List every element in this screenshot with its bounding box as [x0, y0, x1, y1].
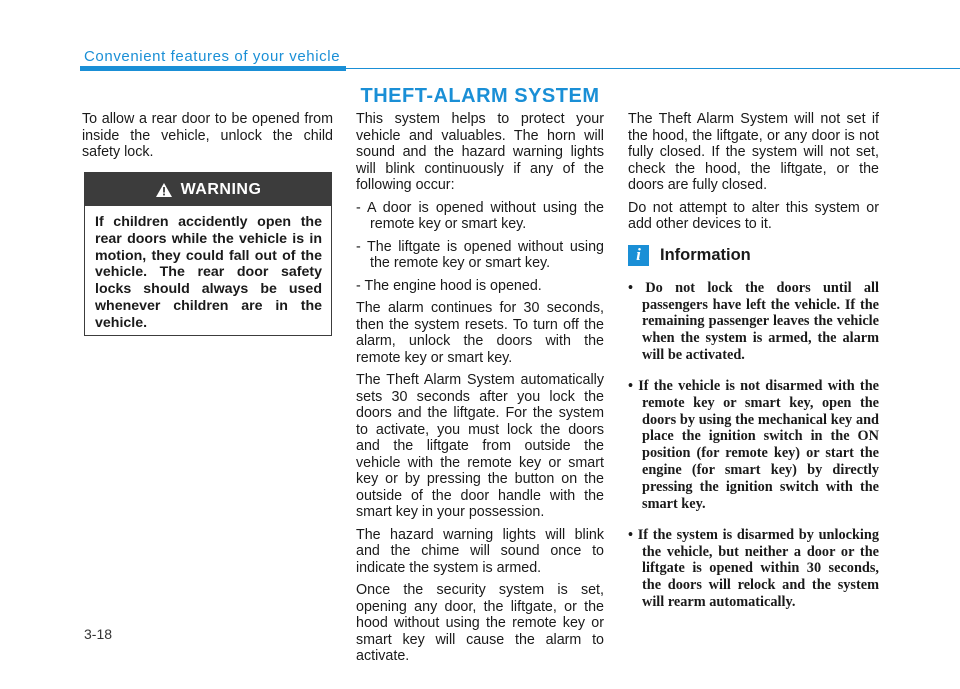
child-lock-paragraph: To allow a rear door to be opened from inside the vehicle, unlock the child safety lock. [82, 111, 333, 160]
not-set-paragraph: The Theft Alarm System will not set if the hood, the liftgate, or any door is not fully closed. If the system will not set, check the hood, the liftgate, or the doors are fully closed. [628, 111, 879, 193]
middle-column [356, 111, 604, 671]
system-intro: This system helps to protect your vehicle and valuables. The horn will sound and the hazard warning lights will blink continuously if any of the following occur: [356, 111, 604, 193]
alarm-duration-paragraph: The alarm continues for 30 seconds, then the system resets. To turn off the alarm, unlock the doors with the remote key or smart key. [356, 300, 604, 366]
warning-text: If children accidently open the rear doors while the vehicle is in motion, they could fall out of the vehicle. The rear door safety locks should always be used whenever children are in the vehicle. [95, 214, 322, 331]
info-icon: i [628, 245, 649, 266]
activation-paragraph: Once the security system is set, opening any door, the liftgate, or the hood without using the remote key or smart key will cause the alarm to activate. [356, 582, 604, 664]
armed-indication-paragraph: The hazard warning lights will blink and the chime will sound once to indicate the system is armed. [356, 526, 604, 576]
section-title: THEFT-ALARM SYSTEM [360, 85, 600, 107]
warning-label: WARNING [180, 180, 262, 198]
do-not-alter-paragraph: Do not attempt to alter this system or add other devices to it. [628, 199, 879, 232]
right-column [628, 111, 879, 615]
condition-item: - A door is opened without using the remote key or smart key. [356, 199, 604, 232]
information-item: • If the vehicle is not disarmed with the remote key or smart key, open the doors by using the mechanical key and place the ignition switch in the ON position (for remote key) or start the engine (for smart key) by directly pressing the ignition switch with the smart key. [628, 378, 879, 512]
warning-box [84, 172, 332, 336]
information-item: • Do not lock the doors until all passengers have left the vehicle. If the remaining passenger leaves the vehicle when the system is armed, the alarm will be activated. [628, 279, 879, 363]
left-column [82, 111, 333, 167]
information-title: Information [660, 245, 751, 264]
condition-item: - The liftgate is opened without using the remote key or smart key. [356, 238, 604, 271]
arming-paragraph: The Theft Alarm System automatically sets 30 seconds after you lock the doors and the liftgate. For the system to activate, you must lock the doors and the liftgate from outside the vehicle with the remote key or smart key or by pressing the button on the outside of the door handle with the smart key in your possession. [356, 372, 604, 520]
information-header [628, 245, 879, 266]
header-accent-bar [80, 66, 346, 71]
warning-header [85, 173, 331, 206]
page-number: 3-18 [84, 626, 113, 642]
condition-item: - The engine hood is opened. [356, 277, 542, 294]
running-header: Convenient features of your vehicle [84, 48, 341, 65]
information-item: • If the system is disarmed by unlocking the vehicle, but neither a door or the liftgate is opened within 30 seconds, the doors will relock and the system will rearm automatically. [628, 526, 879, 610]
warning-triangle-icon [155, 182, 173, 198]
